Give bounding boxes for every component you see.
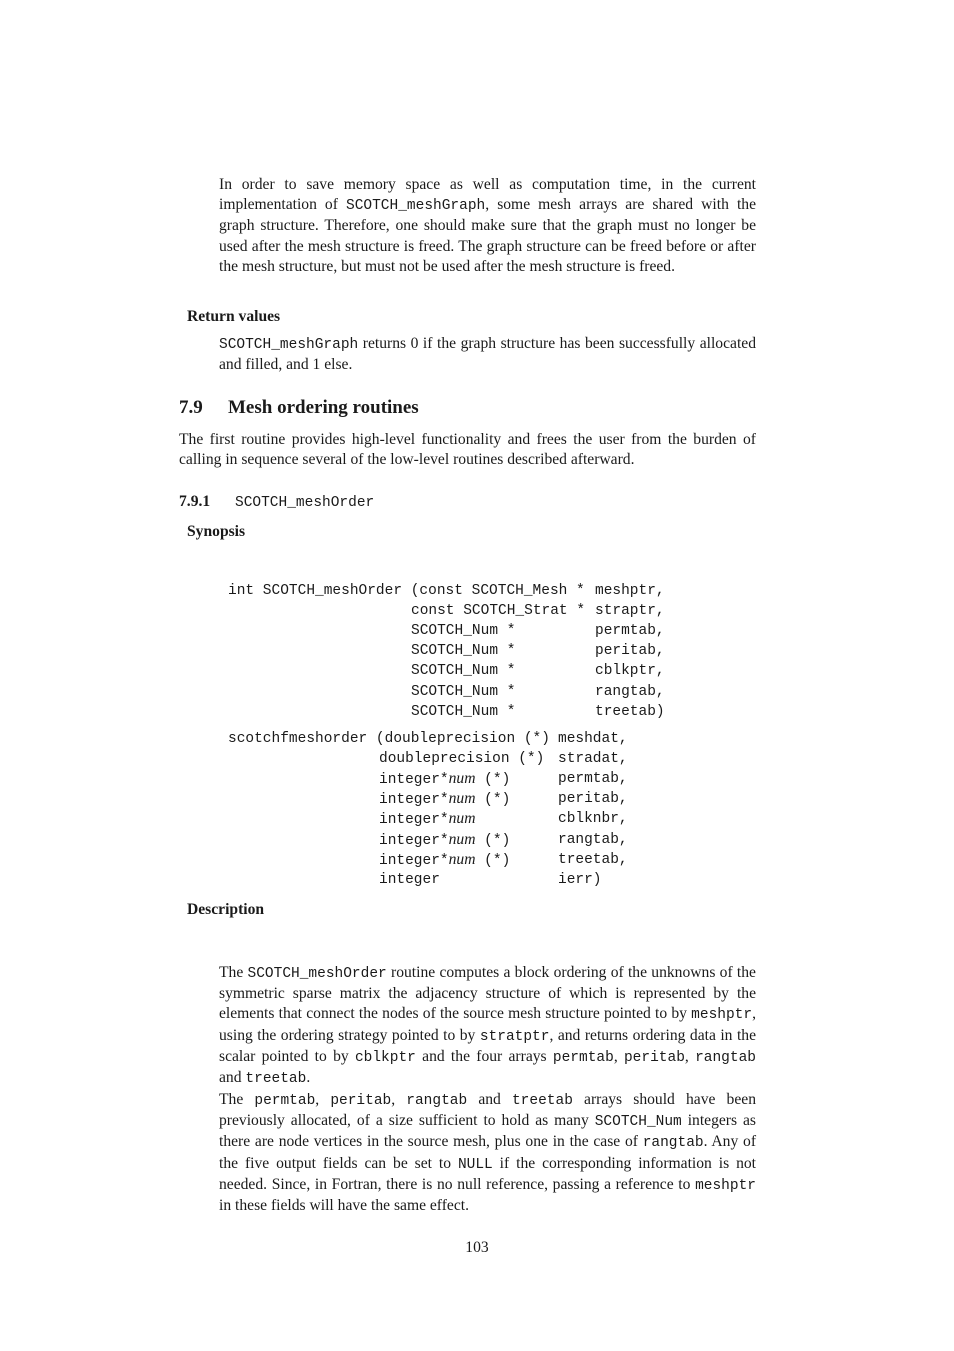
desc2-code-peritab: peritab — [330, 1093, 392, 1109]
desc1-code-stratptr: stratptr — [479, 1028, 550, 1045]
desc1-t4: , and returns ordering data in the scalar pointed to by — [219, 1026, 756, 1065]
desc2-t6: integers as there are node vertices in the source mesh, plus one in the case of — [219, 1112, 756, 1151]
c-decl-line-4-type: SCOTCH_Num * — [411, 663, 516, 679]
section-heading — [179, 397, 419, 419]
desc1-t8: and — [219, 1069, 246, 1087]
f-decl-line-5-arg: rangtab, — [558, 832, 628, 848]
section-number: 7.9 — [179, 397, 203, 418]
desc1-t7: , — [684, 1047, 696, 1065]
desc2-t2: , — [315, 1091, 331, 1108]
f-decl-2-ital: num — [448, 770, 476, 787]
return-code-meshgraph: SCOTCH_meshGraph — [219, 337, 359, 353]
f-decl-line-7-type — [379, 870, 440, 890]
subsection-heading — [179, 493, 374, 511]
f-decl-line-4-type — [379, 809, 475, 830]
desc1-t1: The — [219, 964, 248, 981]
c-decl-line-1-type: const SCOTCH_Strat * — [411, 603, 586, 619]
f-decl-3-pre: integer* — [379, 792, 449, 808]
desc2-t7: . Any of the five output fields can be set to — [219, 1133, 757, 1172]
intro-paragraph — [219, 175, 756, 277]
c-decl-line-2-arg: permtab, — [595, 623, 665, 639]
fortran-declaration — [0, 729, 954, 899]
f-decl-5-pre: integer* — [379, 833, 449, 849]
c-declaration — [0, 581, 954, 731]
desc2-code-scotch-num: SCOTCH_Num — [594, 1114, 682, 1131]
f-decl-1-pre: doubleprecision (*) — [379, 751, 545, 767]
section-intro-paragraph: The first routine provides high-level functionality and frees the user from the burden of calling in sequence several of the low-level routines described afterward. — [179, 431, 756, 469]
c-decl-line-6-arg: treetab) — [595, 704, 665, 720]
desc2-t9: in these fields will have the same effect. — [219, 1197, 469, 1215]
intro-text-1: In order to save memory space as well as computation time, in the current implementation of — [219, 176, 756, 214]
desc2-t8: if the corresponding information is not needed. Since, in Fortran, there is no null reference, passing a reference to — [219, 1154, 757, 1193]
return-values-paragraph — [219, 334, 756, 375]
f-decl-4-ital: num — [448, 810, 476, 827]
desc2-code-rangtab: rangtab — [406, 1093, 468, 1109]
f-decl-line-3-type — [379, 789, 510, 810]
desc2-t3: , — [391, 1091, 407, 1108]
c-decl-line-1-arg: straptr, — [595, 603, 665, 619]
f-decl-6-pre: integer* — [379, 853, 449, 869]
desc2-t1: The — [219, 1091, 255, 1108]
desc1-code-treetab: treetab — [245, 1071, 307, 1088]
desc1-code-rangtab: rangtab — [695, 1049, 756, 1066]
intro-text-2: , some mesh arrays are shared with the graph structure. Therefore, one should make sure that the graph must no longer be used after the mesh structure is freed. The graph structure can be freed before or after the mesh structure, but must not be used after the mesh structure is freed. — [219, 196, 756, 275]
f-decl-3-ital: num — [448, 790, 476, 807]
desc1-code-peritab: peritab — [623, 1049, 685, 1066]
f-decl-4-pre: integer* — [379, 812, 449, 828]
c-decl-line-4-arg: cblkptr, — [595, 663, 665, 679]
intro-code-meshgraph: SCOTCH_meshGraph — [346, 198, 486, 215]
desc2-code-permtab: permtab — [254, 1093, 316, 1109]
f-decl-3-post: (*) — [475, 792, 511, 808]
desc1-t5: and the four arrays — [415, 1047, 553, 1065]
synopsis-heading: Synopsis — [187, 523, 246, 540]
f-decl-2-pre: integer* — [379, 772, 449, 788]
c-decl-line-0-type: int SCOTCH_meshOrder (const SCOTCH_Mesh * — [228, 583, 585, 599]
description-paragraph-1 — [219, 963, 756, 1089]
description-heading: Description — [187, 901, 265, 918]
desc1-code-cblkptr: cblkptr — [354, 1049, 416, 1066]
f-decl-6-ital: num — [448, 851, 476, 868]
desc1-code-permtab: permtab — [552, 1049, 614, 1066]
f-decl-6-post: (*) — [475, 853, 511, 869]
f-decl-5-post: (*) — [475, 833, 511, 849]
c-decl-line-0-arg: meshptr, — [595, 583, 665, 599]
desc1-t9: . — [306, 1069, 311, 1087]
desc1-code-meshptr: meshptr — [691, 1007, 753, 1024]
f-decl-2-post: (*) — [475, 772, 511, 788]
f-decl-7-pre: integer — [379, 872, 440, 888]
return-values-heading: Return values — [187, 308, 281, 325]
f-decl-line-3-arg: peritab, — [558, 791, 628, 807]
c-decl-line-3-type: SCOTCH_Num * — [411, 643, 516, 659]
f-decl-line-6-arg: treetab, — [558, 852, 628, 868]
desc1-code-meshorder: SCOTCH_meshOrder — [247, 966, 387, 982]
desc2-code-rangtab-2: rangtab — [642, 1135, 704, 1152]
f-decl-line-2-type — [379, 769, 510, 790]
subsection-title: SCOTCH_meshOrder — [235, 495, 375, 511]
c-decl-line-3-arg: peritab, — [595, 643, 665, 659]
c-decl-line-6-type: SCOTCH_Num * — [411, 704, 516, 720]
f-decl-line-4-arg: cblknbr, — [558, 811, 628, 827]
c-decl-line-5-arg: rangtab, — [595, 684, 665, 700]
desc1-t3: , using the ordering strategy pointed to by — [219, 1005, 756, 1044]
f-decl-line-2-arg: permtab, — [558, 771, 628, 787]
description-paragraph-2 — [219, 1090, 756, 1216]
desc2-t5: arrays should have been previously allocated, of a size sufficient to hold as many — [219, 1091, 756, 1130]
f-decl-line-1-type — [379, 749, 544, 769]
desc2-code-null: NULL — [457, 1156, 493, 1173]
desc1-t6: , — [613, 1047, 624, 1065]
desc2-code-meshptr: meshptr — [695, 1177, 756, 1194]
f-decl-line-0-arg: meshdat, — [558, 731, 628, 747]
f-decl-line-0-type — [228, 729, 550, 749]
f-decl-line-5-type — [379, 830, 510, 851]
c-decl-line-2-type: SCOTCH_Num * — [411, 623, 516, 639]
desc2-code-treetab: treetab — [511, 1093, 573, 1109]
f-decl-5-ital: num — [448, 831, 476, 848]
subsection-number: 7.9.1 — [179, 493, 211, 510]
return-text: returns 0 if the graph structure has been successfully allocated and filled, and 1 else. — [219, 335, 756, 374]
desc2-t4: and — [467, 1091, 512, 1108]
page-number: 103 — [465, 1239, 489, 1256]
f-decl-line-7-arg: ierr) — [558, 872, 602, 888]
section-title: Mesh ordering routines — [228, 397, 419, 418]
f-decl-line-1-arg: stradat, — [558, 751, 628, 767]
desc1-t2: routine computes a block ordering of the unknowns of the symmetric sparse matrix the adjacency structure of which is represented by the elements that connect the nodes of the source mesh structure pointed to by — [219, 964, 756, 1023]
f-decl-0-pre: scotchfmeshorder (doubleprecision (*) — [228, 731, 550, 747]
c-decl-line-5-type: SCOTCH_Num * — [411, 684, 516, 700]
f-decl-line-6-type — [379, 850, 510, 871]
